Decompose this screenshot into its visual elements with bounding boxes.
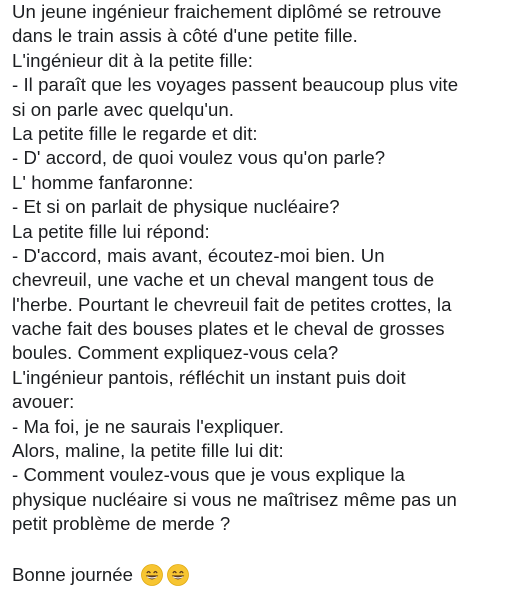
post-line: - Comment voulez-vous que je vous explique la <box>12 464 405 486</box>
post-line: petit problème de merde ? <box>12 513 231 535</box>
post-line: L'ingénieur dit à la petite fille: <box>12 49 253 71</box>
post-line: si on parle avec quelqu'un. <box>12 98 234 120</box>
grinning-face-icon <box>141 564 163 586</box>
sign-off <box>12 563 189 587</box>
post-line: Alors, maline, la petite fille lui dit: <box>12 440 284 462</box>
post-line: chevreuil, une vache et un cheval mangent tous de <box>12 269 435 291</box>
post-line: - Et si on parlait de physique nucléaire? <box>12 196 340 218</box>
post-line: - Il paraît que les voyages passent beaucoup plus vite <box>12 74 459 96</box>
post-line: - Ma foi, je ne saurais l'expliquer. <box>12 415 284 437</box>
post-line: La petite fille lui répond: <box>12 220 210 242</box>
post-line: - D' accord, de quoi voulez vous qu'on parle? <box>12 147 386 169</box>
post-line: - D'accord, mais avant, écoutez-moi bien. Un <box>12 244 385 266</box>
post-line: physique nucléaire si vous ne maîtrisez même pas un <box>12 488 457 510</box>
post-line: l'herbe. Pourtant le chevreuil fait de petites crottes, la <box>12 293 452 315</box>
post-line: Un jeune ingénieur fraichement diplômé se retrouve <box>12 1 442 22</box>
post-line: La petite fille le regarde et dit: <box>12 122 258 144</box>
post-line: L'ingénieur pantois, réfléchit un instant puis doit <box>12 366 406 388</box>
post-body <box>12 0 522 537</box>
post-line: boules. Comment expliquez-vous cela? <box>12 342 339 364</box>
post-line: dans le train assis à côté d'une petite fille. <box>12 25 358 47</box>
grinning-face-icon <box>167 564 189 586</box>
post-line: L' homme fanfaronne: <box>12 171 194 193</box>
post-line: vache fait des bouses plates et le cheval de grosses <box>12 318 445 340</box>
sign-off-text: Bonne journée <box>12 564 133 585</box>
post-line: avouer: <box>12 391 75 413</box>
